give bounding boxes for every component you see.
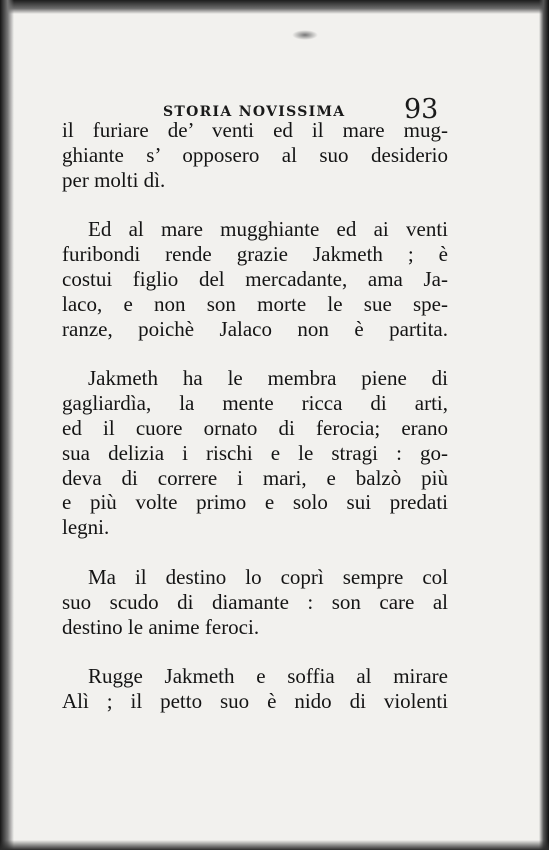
paragraph-3 [62, 366, 448, 540]
text-line: furibondi rende grazie Jakmeth ; è [62, 242, 448, 267]
text-line: Alì ; il petto suo è nido di violenti [62, 689, 448, 714]
text-line: Jakmeth ha le membra piene di [88, 366, 448, 391]
paragraph-5 [62, 664, 448, 714]
ink-smudge [292, 30, 318, 40]
paragraph-1 [62, 118, 448, 192]
scan-edge-bottom [0, 840, 549, 850]
text-line: ranze, poichè Jalaco non è partita. [62, 316, 448, 341]
text-line: suo scudo di diamante : son care al [62, 589, 448, 614]
text-line: legni. [62, 515, 110, 540]
text-line: costui figlio del mercadante, ama Ja- [62, 266, 448, 291]
text-line: per molti dì. [62, 167, 166, 192]
paragraph-2 [62, 217, 448, 341]
page-number: 93 [404, 94, 439, 125]
text-line: il furiare de’ venti ed il mare mug- [62, 118, 448, 142]
text-line: deva di correre i mari, e balzò più [62, 465, 448, 490]
text-line: ghiante s’ opposero al suo desiderio [62, 142, 448, 167]
scan-edge-top [0, 0, 549, 14]
body-text [62, 118, 448, 739]
running-head-title: STORIA NOVISSIMA [163, 104, 346, 120]
text-line: Ed al mare mugghiante ed ai venti [88, 217, 448, 242]
text-line: ed il cuore ornato di ferocia; erano [62, 415, 448, 440]
text-line: e più volte primo e solo sui predati [62, 490, 448, 515]
text-line: gagliardìa, la mente ricca di arti, [62, 391, 448, 416]
text-line: laco, e non son morte le sue spe- [62, 291, 448, 316]
text-line: Ma il destino lo coprì sempre col [88, 564, 448, 589]
text-line: sua delizia i rischi e le stragi : go- [62, 440, 448, 465]
text-line: destino le anime feroci. [62, 614, 260, 639]
text-line: Rugge Jakmeth e soffia al mirare [88, 664, 448, 689]
paragraph-4 [62, 565, 448, 639]
